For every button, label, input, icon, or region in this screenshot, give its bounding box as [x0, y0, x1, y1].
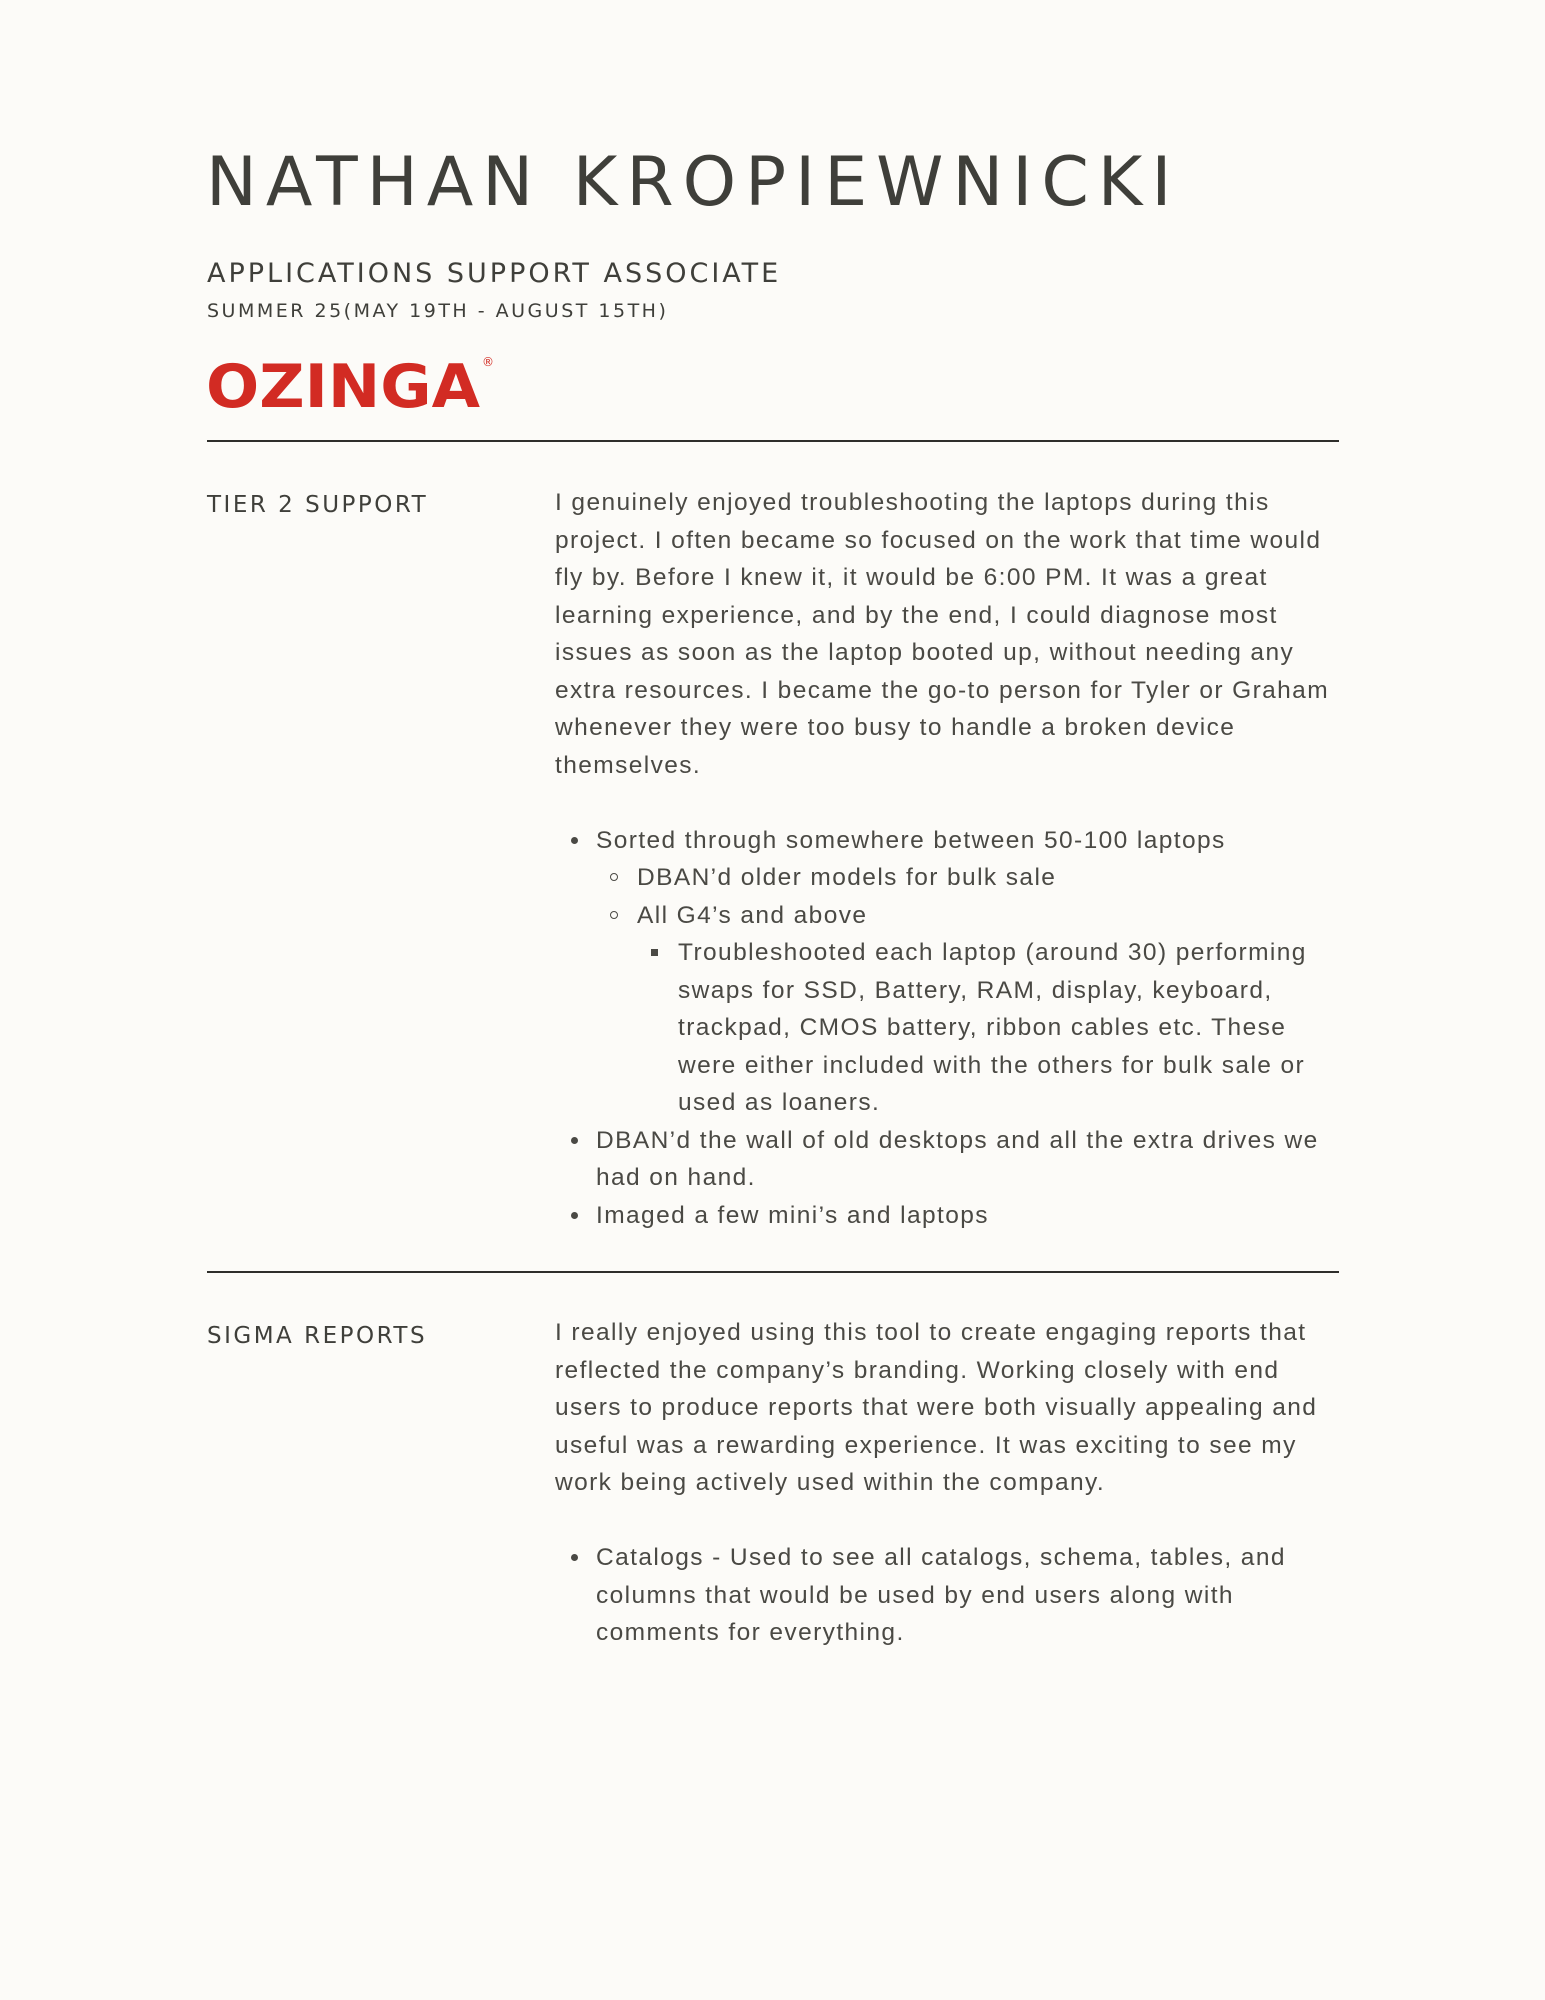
list-item-text: Catalogs - Used to see all catalogs, schema, tables, and columns that would be used by end users along with comments for everything. [596, 1544, 1286, 1646]
list-item-text: Troubleshooted each laptop (around 30) performing swaps for SSD, Battery, RAM, display, keyboard, trackpad, CMOS battery, ribbon cables etc. These were either included with the others for bulk sale or used as loaners. [678, 939, 1307, 1116]
list-item-text: Sorted through somewhere between 50-100 laptops [596, 826, 1226, 854]
list-item [555, 1539, 1345, 1652]
resume-name: NATHAN KROPIEWNICKI [206, 143, 1181, 222]
bullet-list [555, 1539, 1345, 1652]
section-body-tier-2-support [555, 484, 1345, 1234]
section-body-sigma-reports [555, 1314, 1345, 1652]
sub-sub-bullet-list [637, 934, 1345, 1122]
section-paragraph: I really enjoyed using this tool to create engaging reports that reflected the company’s branding. Working closely with end users to produce reports that were both visually appealing and useful was a rewarding experience. It was exciting to see my work being actively used within the company. [555, 1319, 1318, 1496]
list-item [555, 1122, 1345, 1197]
job-title: APPLICATIONS SUPPORT ASSOCIATE [207, 258, 782, 289]
section-divider [207, 440, 1339, 442]
list-item-text: Imaged a few mini’s and laptops [596, 1201, 989, 1229]
bullet-list [555, 822, 1345, 1235]
list-item-text: DBAN’d the wall of old desktops and all the extra drives we had on hand. [596, 1126, 1319, 1191]
section-divider [207, 1271, 1339, 1273]
section-label-tier-2-support: TIER 2 SUPPORT [207, 492, 429, 518]
list-item [596, 859, 1345, 897]
list-item [555, 822, 1345, 1122]
section-paragraph: I genuinely enjoyed troubleshooting the laptops during this project. I often became so focused on the work that time would fly by. Before I knew it, it would be 6:00 PM. It was a great learning experience, and by the end, I could diagnose most issues as soon as the laptop booted up, without needing any extra resources. I became the go-to person for Tyler or Graham whenever they were too busy to handle a broken device themselves. [555, 489, 1330, 779]
employment-dates: SUMMER 25(MAY 19TH - AUGUST 15TH) [207, 300, 669, 322]
section-label-sigma-reports: SIGMA REPORTS [207, 1323, 428, 1349]
list-item-text: All G4’s and above [637, 901, 868, 929]
ozinga-logo-text: OZINGA [206, 352, 481, 412]
list-item [596, 897, 1345, 1122]
ozinga-logo [206, 352, 496, 412]
registered-mark: ® [482, 355, 494, 369]
sub-bullet-list [596, 859, 1345, 1122]
list-item-text: DBAN’d older models for bulk sale [637, 864, 1057, 891]
list-item [637, 934, 1345, 1122]
list-item [555, 1197, 1345, 1235]
